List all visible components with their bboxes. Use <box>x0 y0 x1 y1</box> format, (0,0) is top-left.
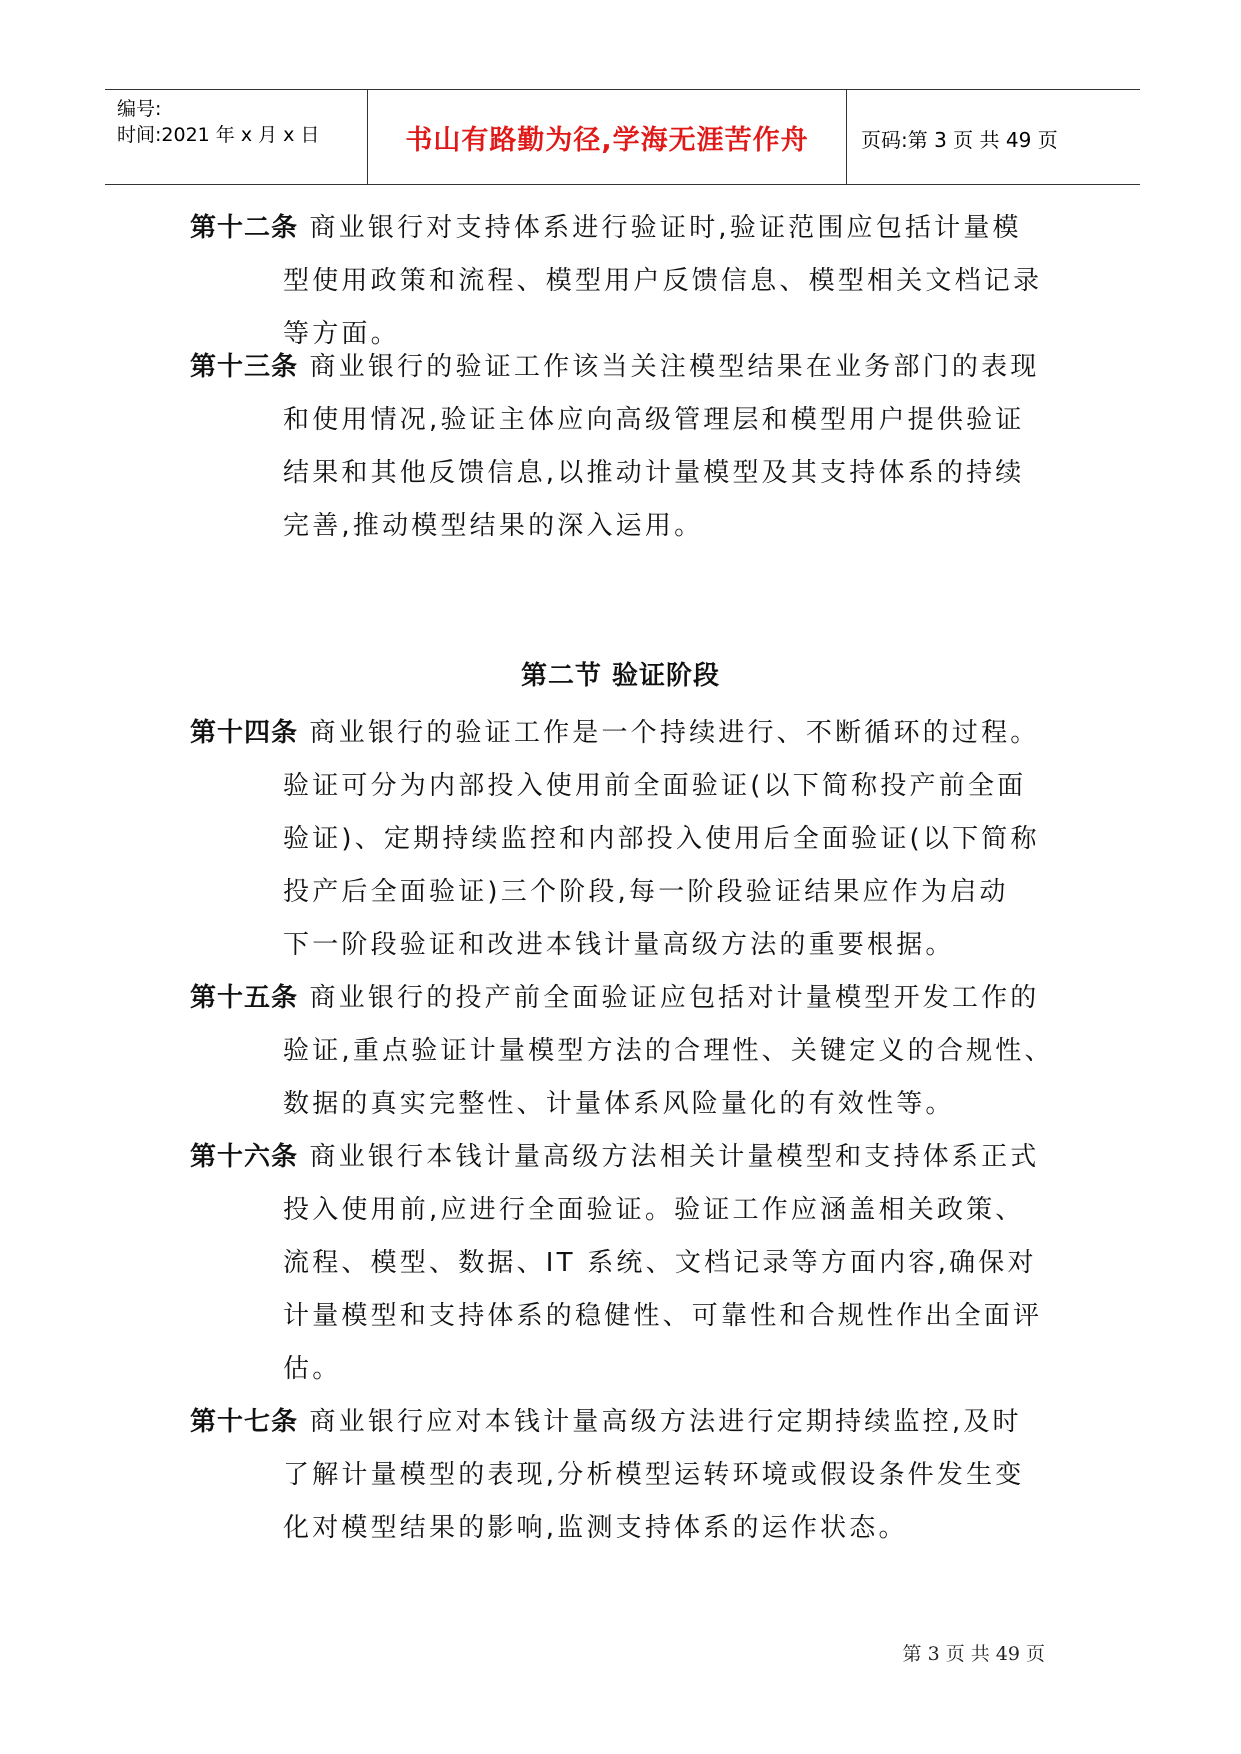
article-line: 验证,重点验证计量模型方法的合理性、关键定义的合规性、 <box>283 1036 1054 1066</box>
article-13 <box>190 341 1070 553</box>
page-footer: 第 3 页 共 49 页 <box>902 1643 1045 1665</box>
article-line: 投产后全面验证)三个阶段,每一阶段验证结果应作为启动 <box>283 877 1009 907</box>
article-label: 第十六条 <box>190 1142 299 1172</box>
article-label: 第十五条 <box>190 983 299 1013</box>
article-line: 商业银行对支持体系进行验证时,验证范围应包括计量模 <box>309 213 1022 243</box>
article-line: 流程、模型、数据、IT 系统、文档记录等方面内容,确保对 <box>283 1248 1037 1278</box>
article-line: 验证)、定期持续监控和内部投入使用后全面验证(以下简称 <box>283 824 1040 854</box>
article-14 <box>190 707 1070 972</box>
article-line: 商业银行的验证工作是一个持续进行、不断循环的过程。 <box>309 718 1040 748</box>
article-line: 计量模型和支持体系的稳健性、可靠性和合规性作出全面评 <box>283 1301 1043 1331</box>
article-line: 商业银行的投产前全面验证应包括对计量模型开发工作的 <box>309 983 1040 1013</box>
header-page-cell <box>847 90 1140 184</box>
article-label: 第十七条 <box>190 1407 299 1437</box>
section-title: 第二节 验证阶段 <box>520 661 721 691</box>
article-line: 等方面。 <box>283 319 400 349</box>
article-line: 型使用政策和流程、模型用户反馈信息、模型相关文档记录 <box>283 266 1043 296</box>
article-line: 了解计量模型的表现,分析模型运转环境或假设条件发生变 <box>283 1460 1025 1490</box>
header-info-cell <box>105 90 368 184</box>
serial-number-label: 编号: <box>117 98 162 120</box>
article-line: 完善,推动模型结果的深入运用。 <box>283 511 704 541</box>
date-label: 时间:2021 年 x 月 x 日 <box>117 124 320 146</box>
article-line: 化对模型结果的影响,监测支持体系的运作状态。 <box>283 1513 908 1543</box>
article-line: 结果和其他反馈信息,以推动计量模型及其支持体系的持续 <box>283 458 1025 488</box>
article-label: 第十二条 <box>190 213 299 243</box>
article-12 <box>190 202 1070 361</box>
article-line: 验证可分为内部投入使用前全面验证(以下简称投产前全面 <box>283 771 1027 801</box>
article-16 <box>190 1131 1070 1396</box>
article-15 <box>190 972 1070 1131</box>
page-header <box>105 89 1140 185</box>
header-motto-cell <box>368 90 847 184</box>
article-line: 商业银行应对本钱计量高级方法进行定期持续监控,及时 <box>309 1407 1022 1437</box>
article-line: 下一阶段验证和改进本钱计量高级方法的重要根据。 <box>283 930 955 960</box>
article-line: 投入使用前,应进行全面验证。验证工作应涵盖相关政策、 <box>283 1195 1025 1225</box>
article-label: 第十四条 <box>190 718 299 748</box>
article-17 <box>190 1396 1070 1555</box>
article-label: 第十三条 <box>190 352 299 382</box>
article-line: 数据的真实完整性、计量体系风险量化的有效性等。 <box>283 1089 955 1119</box>
article-line: 商业银行本钱计量高级方法相关计量模型和支持体系正式 <box>309 1142 1040 1172</box>
article-line: 估。 <box>283 1354 342 1384</box>
motto-text: 书山有路勤为径,学海无涯苦作舟 <box>405 125 809 156</box>
article-line: 和使用情况,验证主体应向高级管理层和模型用户提供验证 <box>283 405 1025 435</box>
page-number-label: 页码:第 3 页 共 49 页 <box>861 128 1058 152</box>
article-line: 商业银行的验证工作该当关注模型结果在业务部门的表现 <box>309 352 1040 382</box>
